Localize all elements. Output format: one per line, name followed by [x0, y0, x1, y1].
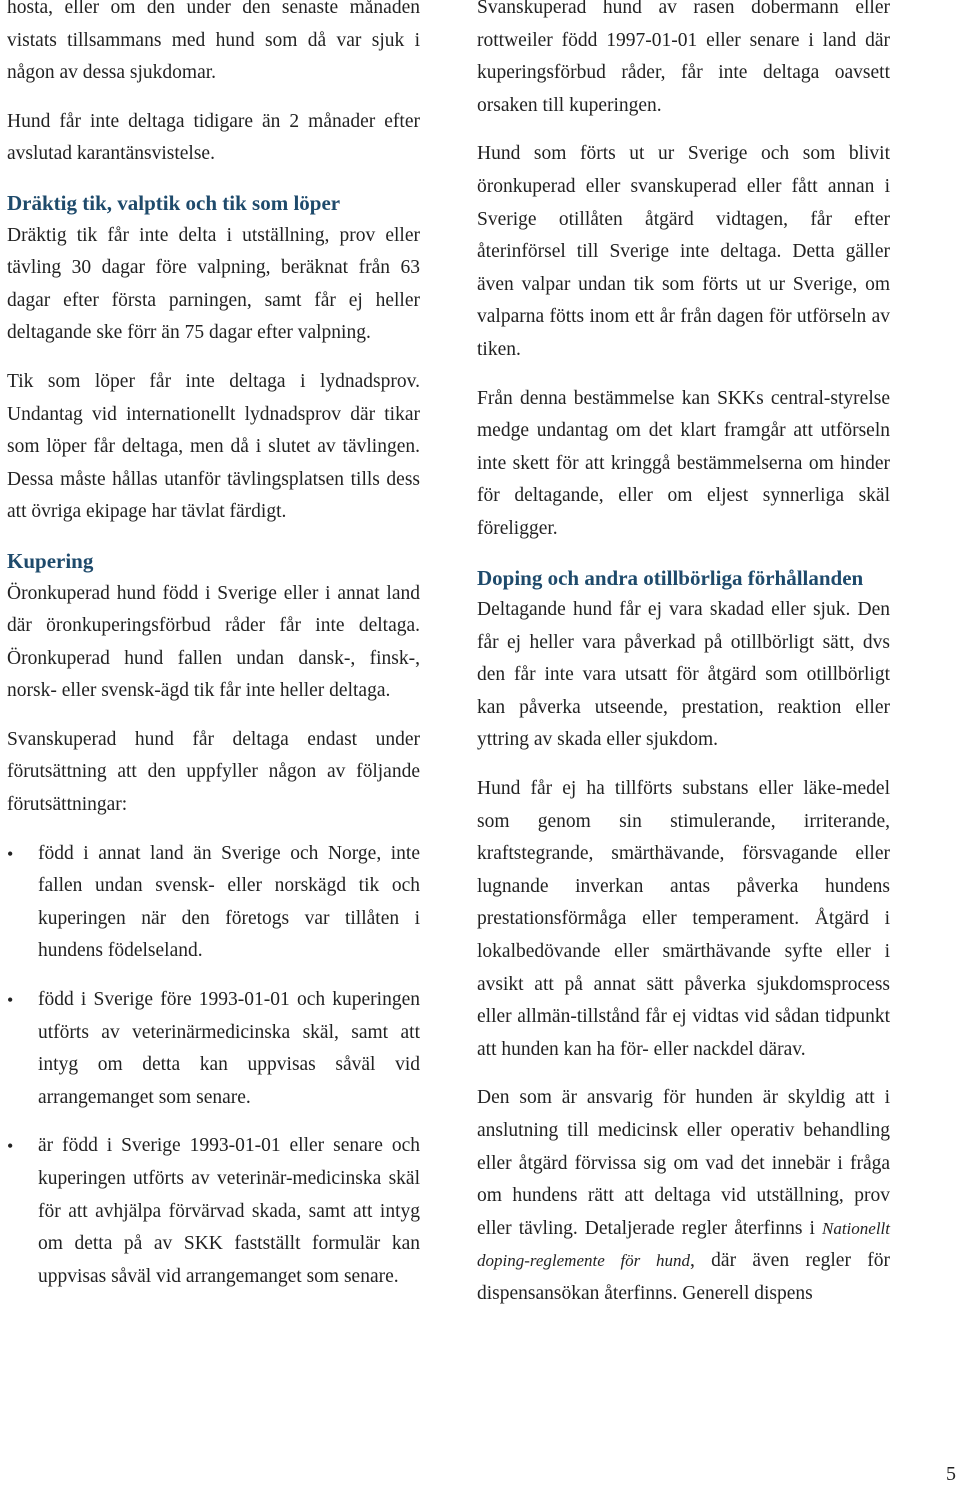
section-heading-doping: Doping och andra otillbörliga förhållanden — [477, 565, 864, 590]
paragraph: hosta, eller om den under den senaste månaden vistats tillsammans med hund som då var sjuk i någon av dessa sjukdomar. — [7, 0, 420, 84]
paragraph: Svanskuperad hund av rasen dobermann eller rottweiler född 1997-01-01 eller senare i land där kuperingsförbud råder, får inte deltaga oavsett orsaken till kuperingen. — [477, 0, 890, 116]
paragraph: Deltagande hund får ej vara skadad eller sjuk. Den får ej heller vara påverkad på otillbörligt sätt, dvs den får inte vara utsatt för åtgärd som otillbörligt kan påverka utseende, prestation, reaktion eller yttring av skada eller sjukdom. — [477, 599, 890, 751]
paragraph-text: , där även regler för dispensansökan återfinns. Generell dispens — [477, 1250, 890, 1304]
page-number: 5 — [946, 1463, 956, 1485]
paragraph: Dräktig tik får inte delta i utställning, prov eller tävling 30 dagar före valpning, beräknat från 63 dagar efter första parningen, samt får ej heller deltagande ske förr än 75 dagar efter valpning. — [7, 224, 420, 344]
paragraph: Hund får inte deltaga tidigare än 2 månader efter avslutad karantänsvistelse. — [7, 110, 420, 165]
list-item: • är född i Sverige 1993-01-01 eller senare och kuperingen utförts av veterinär-medicinska skäl för att avhjälpa förvärvad skada, samt att intyg om detta på av SKK fastställt formulär kan uppvisas såväl vid arrangemanget som senare. — [7, 1130, 420, 1293]
paragraph: Från denna bestämmelse kan SKKs central-styrelse medge undantag om det klart framgår att utförseln inte skett för att kringgå bestämmelserna om hinder för deltagande, eller om eljest synnerliga skäl föreligger. — [477, 387, 890, 539]
paragraph: Svanskuperad hund får deltaga endast under förutsättning att den uppfyller någon av följande förutsättningar: — [7, 728, 420, 816]
paragraph: Hund som förts ut ur Sverige och som blivit öronkuperad eller svanskuperad eller fått annan i Sverige otillåten åtgärd vidtagen, får efter återinförsel till Sverige inte deltaga. Detta gäller även valpar undan tik som förts ut ur Sverige, om valparna fötts inom ett år från dagen för utförseln av tiken. — [477, 143, 890, 360]
paragraph: Öronkuperad hund född i Sverige eller i annat land där öronkuperingsförbud råder får inte deltaga. Öronkuperad hund fallen undan dansk-, finsk-, norsk- eller svensk-ägd tik får inte heller deltaga. — [7, 582, 420, 702]
paragraph: Tik som löper får inte deltaga i lydnadsprov. Undantag vid internationellt lydnadsprov där tikar som löper får deltaga, men då i slutet av tävlingen. Dessa måste hållas utanför tävlingsplatsen tills dess att övriga ekipage har tävlat färdigt. — [7, 370, 420, 523]
section-heading-pregnant: Dräktig tik, valptik och tik som löper — [7, 190, 341, 215]
section-heading-kupering: Kupering — [7, 548, 94, 573]
paragraph: Hund får ej ha tillförts substans eller läke-medel som genom sin stimulerande, irriterande, kraftstegrande, smärthävande, försvagande eller lugnande inverkan antas påverka hundens prestationsförmåga eller temperament. Åtgärd i lokalbedövande eller smärthävande syfte eller i avsikt att på annat sätt påverka sjukdomsprocess eller allmän-tillstånd får ej vidtas vid sådan tidpunkt att hunden kan ha för- eller nackdel därav. — [477, 778, 890, 1060]
doping-regulation-title: Nationellt doping-reglemente för hund — [477, 1218, 890, 1271]
list-item: • född i annat land än Sverige och Norge, inte fallen undan svensk- eller norskägd tik och kuperingen när den företogs var tillåten i hundens födelseland. — [7, 838, 420, 968]
left-column — [7, 0, 420, 1309]
paragraph-text: Den som är ansvarig för hunden är skyldig att i anslutning till medicinsk eller operativ behandling eller åtgärd förvissa sig om vad det innebär i fråga om hundens rätt att deltaga vid utställning, prov eller tävling. Detaljerade regler återfinns i — [477, 1087, 890, 1239]
paragraph — [477, 1082, 890, 1310]
right-column — [477, 0, 890, 1327]
list-item: • född i Sverige före 1993-01-01 och kuperingen utförts av veterinärmedicinska skäl, samt att intyg om detta kan uppvisas såväl vid arrangemanget som senare. — [7, 984, 420, 1114]
condition-list — [7, 838, 420, 1294]
